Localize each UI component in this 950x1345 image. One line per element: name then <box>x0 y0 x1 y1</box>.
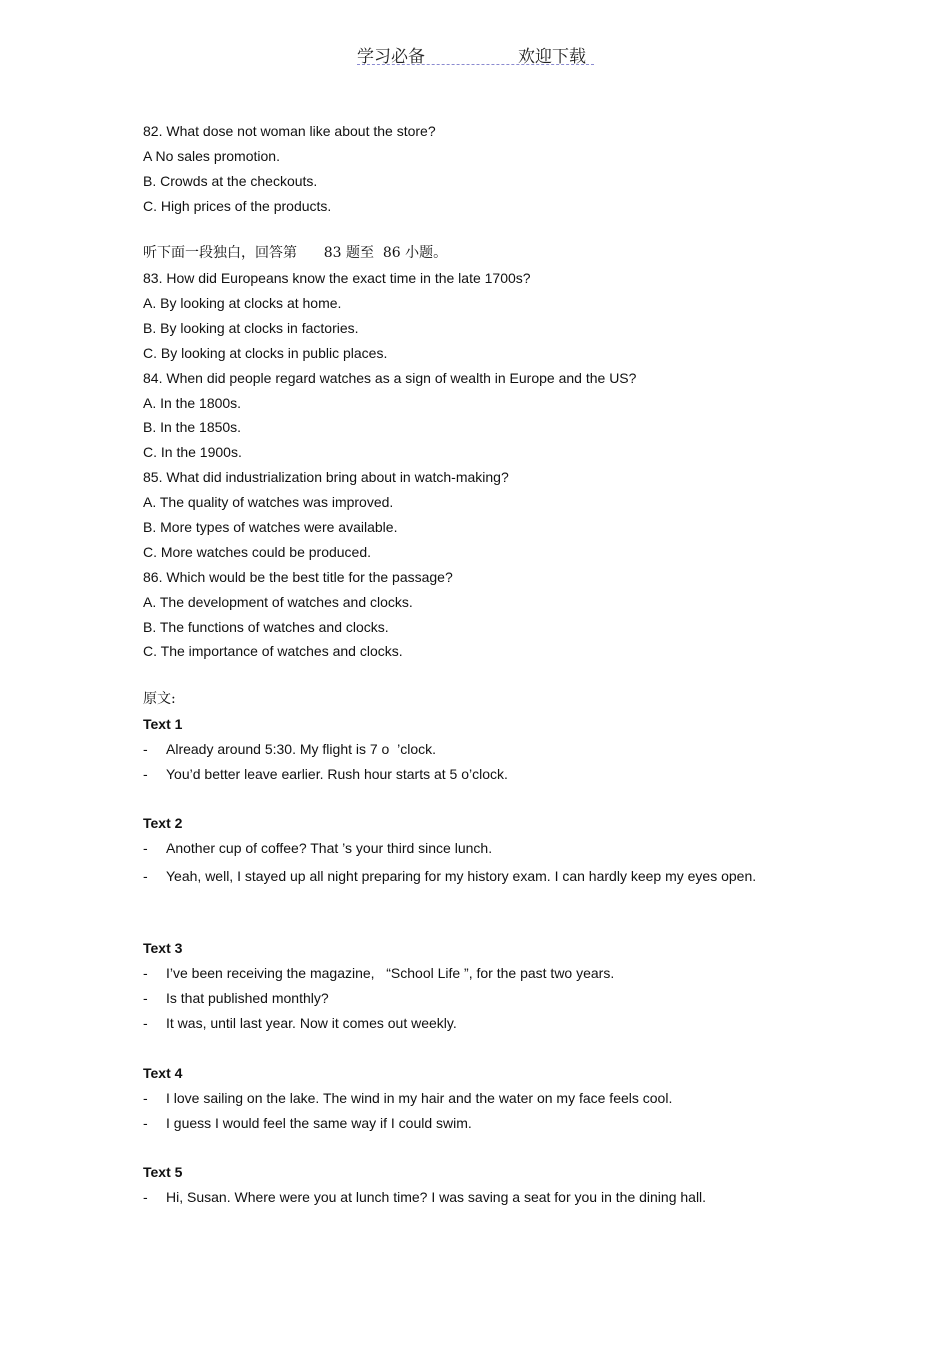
option-85-c: C. More watches could be produced. <box>143 543 372 560</box>
header-left-text: 学习必备 <box>357 47 425 67</box>
option-82-c: C. High prices of the products. <box>143 197 332 214</box>
dialog-line <box>143 964 809 989</box>
dialog-line <box>143 864 809 914</box>
option-83-b: B. By looking at clocks in factories. <box>143 319 359 336</box>
option-86-a: A. The development of watches and clocks. <box>143 593 413 610</box>
option-86-b: B. The functions of watches and clocks. <box>143 618 389 635</box>
question-83: 83. How did Europeans know the exact time in the late 1700s? <box>143 270 531 287</box>
text-3-title: Text 3 <box>143 940 183 957</box>
option-82-b: B. Crowds at the checkouts. <box>143 172 318 189</box>
dialog-dash: - <box>143 1189 148 1206</box>
section-instruction: 听下面一段独白，回答第 83 题至 86 小题。 <box>143 245 448 262</box>
dialog-text: I love sailing on the lake. The wind in my hair and the water on my face feels cool. <box>166 1089 673 1106</box>
header-divider <box>357 64 594 65</box>
dialog-line <box>143 1188 809 1213</box>
dialog-text: I guess I would feel the same way if I could swim. <box>166 1114 472 1131</box>
dialog-dash: - <box>143 990 148 1007</box>
text-5-title: Text 5 <box>143 1164 183 1181</box>
text-4-title: Text 4 <box>143 1064 183 1081</box>
dialog-line <box>143 740 809 765</box>
question-82: 82. What dose not woman like about the store? <box>143 123 436 139</box>
dialog-dash: - <box>143 965 148 982</box>
dialog-text: Is that published monthly? <box>166 990 329 1007</box>
page-header <box>0 40 950 68</box>
dialog-dash: - <box>143 840 148 857</box>
dialog-line <box>143 989 809 1014</box>
dialog-dash: - <box>143 868 148 885</box>
option-83-a: A. By looking at clocks at home. <box>143 294 342 311</box>
dialog-dash: - <box>143 740 148 757</box>
question-84: 84. When did people regard watches as a sign of wealth in Europe and the US? <box>143 369 637 386</box>
option-85-b: B. More types of watches were available. <box>143 518 398 535</box>
dialog-dash: - <box>143 1089 148 1106</box>
dialog-text: I’ve been receiving the magazine, “School Life ”, for the past two years. <box>166 965 615 982</box>
dialog-line <box>143 1089 809 1114</box>
dialog-dash: - <box>143 1014 148 1031</box>
option-84-c: C. In the 1900s. <box>143 444 242 461</box>
text-1-title: Text 1 <box>143 715 183 732</box>
document-body <box>143 122 809 1213</box>
question-86: 86. Which would be the best title for the passage? <box>143 568 453 585</box>
header-right-text: 欢迎下载 <box>518 47 586 67</box>
option-86-c: C. The importance of watches and clocks. <box>143 643 403 660</box>
transcript-label: 原文: <box>143 690 176 707</box>
dialog-line <box>143 765 809 790</box>
option-85-a: A. The quality of watches was improved. <box>143 494 394 511</box>
dialog-text: You’d better leave earlier. Rush hour starts at 5 o’clock. <box>166 765 508 782</box>
option-83-c: C. By looking at clocks in public places. <box>143 344 388 361</box>
option-82-a: A No sales promotion. <box>143 147 280 164</box>
dialog-text: Another cup of coffee? That ’s your third since lunch. <box>166 840 493 857</box>
dialog-text: It was, until last year. Now it comes out weekly. <box>166 1014 457 1031</box>
dialog-dash: - <box>143 1114 148 1131</box>
dialog-text: Yeah, well, I stayed up all night preparing for my history exam. I can hardly keep my eyes open. <box>166 868 757 885</box>
dialog-dash: - <box>143 765 148 782</box>
dialog-text: Already around 5:30. My flight is 7 o ’clock. <box>166 740 437 757</box>
question-85: 85. What did industrialization bring about in watch-making? <box>143 469 509 486</box>
dialog-line <box>143 1014 809 1039</box>
dialog-line <box>143 839 809 864</box>
option-84-b: B. In the 1850s. <box>143 419 242 436</box>
dialog-text: Hi, Susan. Where were you at lunch time? I was saving a seat for you in the dining hall. <box>166 1189 707 1206</box>
option-84-a: A. In the 1800s. <box>143 394 242 411</box>
text-2-title: Text 2 <box>143 815 183 832</box>
dialog-line <box>143 1114 809 1139</box>
